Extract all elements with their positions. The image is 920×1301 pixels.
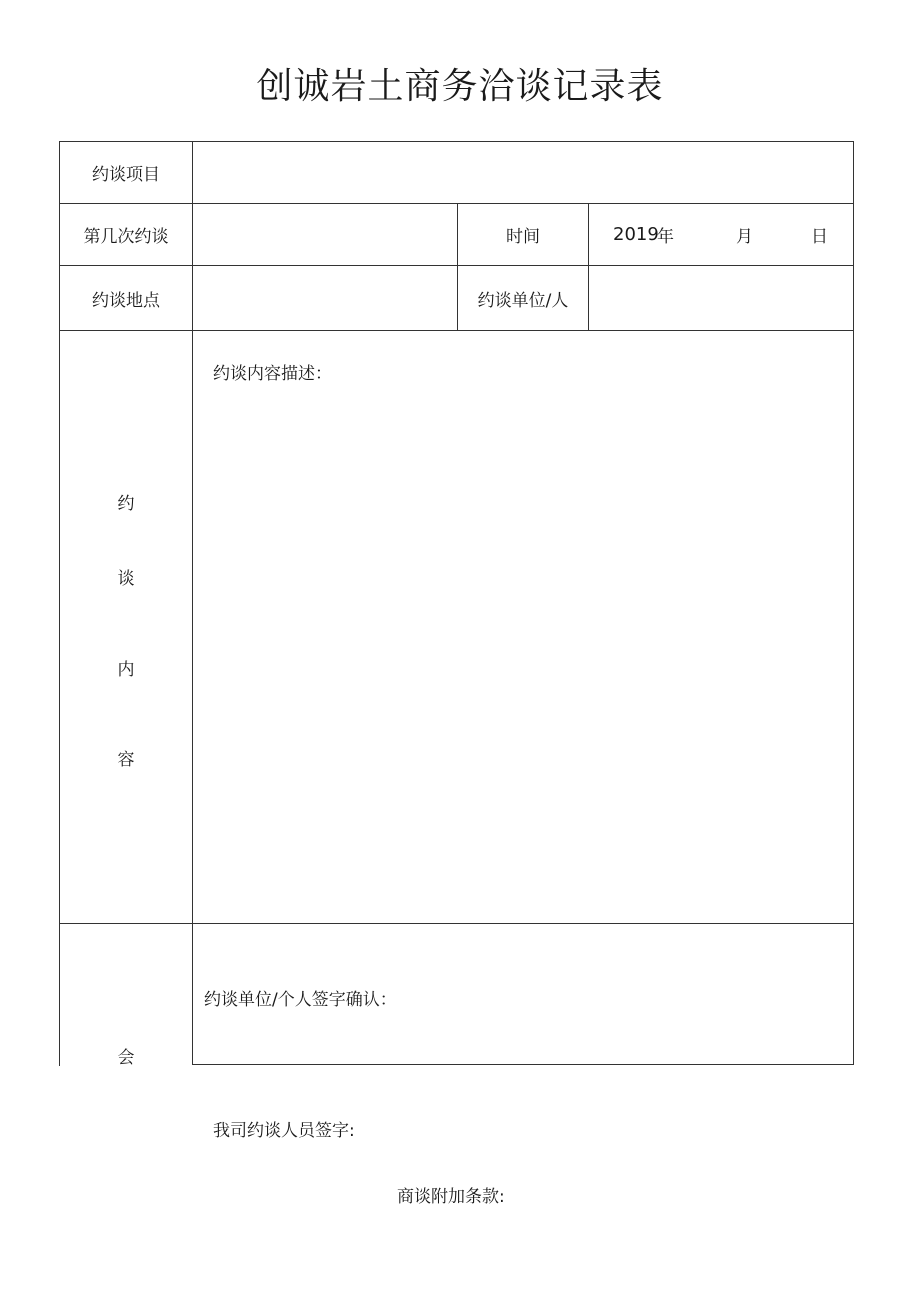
content-desc-label: 约谈内容描述： — [213, 364, 332, 384]
session-field[interactable] — [193, 204, 457, 265]
party-signature-label: 约谈单位/个人签字确认： — [204, 990, 397, 1010]
content-side-char: 容 — [117, 750, 135, 770]
party-field[interactable] — [589, 266, 853, 330]
time-label: 时间 — [506, 227, 540, 247]
session-label: 第几次约谈 — [83, 227, 169, 247]
project-field[interactable] — [193, 142, 853, 203]
party-label: 约谈单位/人 — [477, 290, 569, 311]
content-side-char: 谈 — [117, 569, 135, 589]
page-title: 创诚岩土商务洽谈记录表 — [256, 66, 664, 107]
location-field[interactable] — [193, 266, 457, 330]
project-label: 约谈项目 — [92, 165, 160, 185]
signature-box-bottom — [192, 1064, 854, 1065]
meeting-side-char: 会 — [117, 1048, 135, 1068]
location-label: 约谈地点 — [92, 290, 160, 311]
date-field[interactable] — [589, 204, 853, 265]
content-field[interactable] — [193, 390, 853, 922]
date-month-unit: 月 — [736, 227, 753, 247]
date-year-unit: 年 — [657, 227, 674, 247]
content-side-char: 内 — [117, 660, 135, 680]
staff-signature-label: 我司约谈人员签字: — [213, 1121, 355, 1141]
date-year: 2019 — [613, 224, 659, 245]
table-border-right — [853, 141, 854, 1065]
row-divider — [59, 923, 854, 924]
content-side-char: 约 — [117, 494, 135, 514]
additional-terms-label: 商谈附加条款: — [397, 1187, 505, 1207]
date-day-unit: 日 — [811, 227, 828, 247]
party-signature-field[interactable] — [420, 975, 850, 1015]
